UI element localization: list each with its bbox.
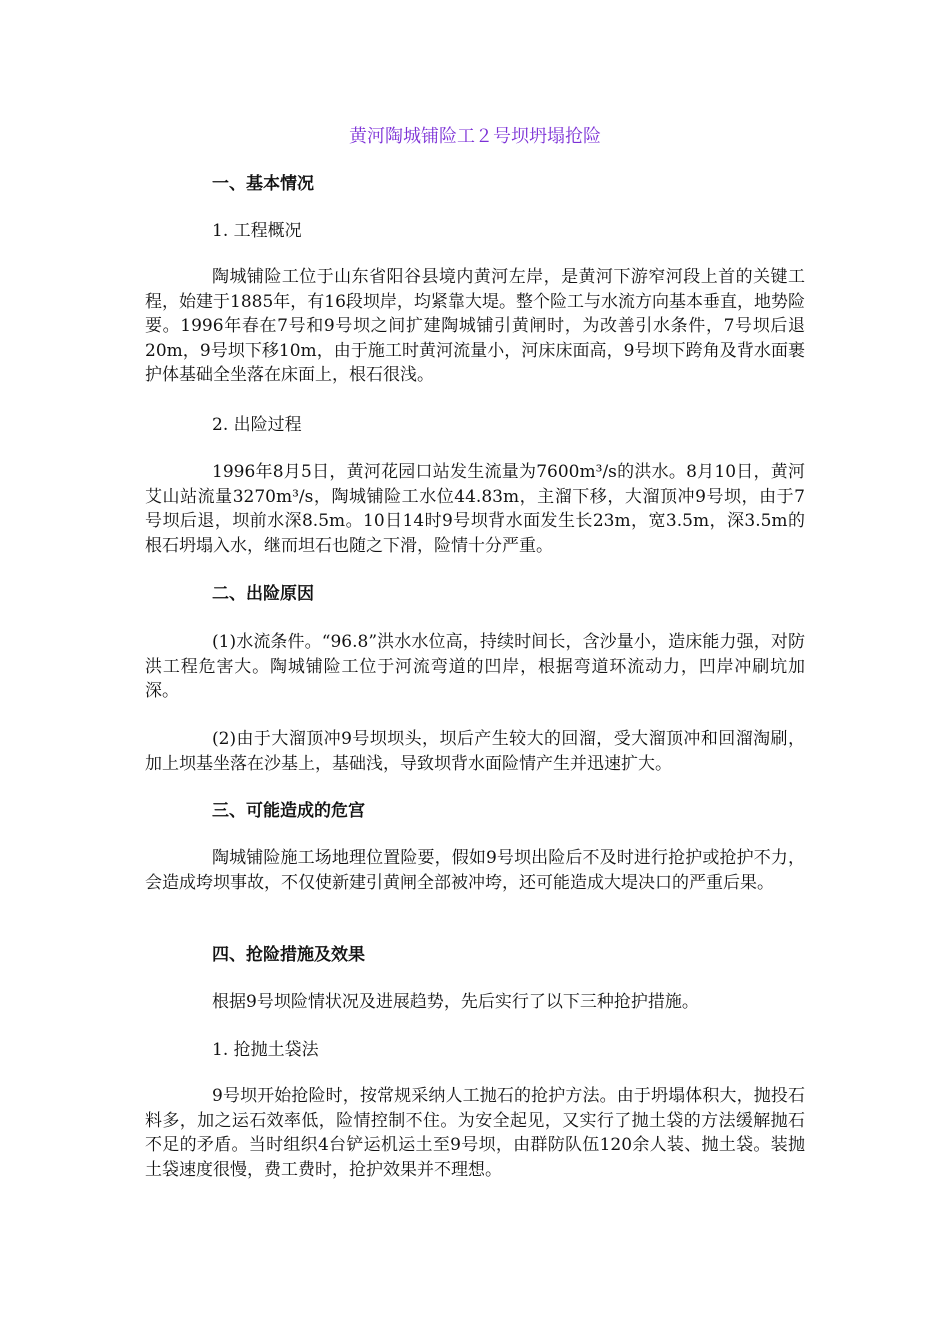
section-2-heading: 二、出险原因 [212,584,314,604]
section-4-paragraph-1: 根据9号坝险情状况及进展趋势，先后实行了以下三种抢护措施。 [212,992,699,1012]
section-1-subheading-1: 1. 工程概况 [212,221,302,241]
section-4-heading: 四、抢险措施及效果 [212,945,365,965]
section-1-paragraph-1: 陶城铺险工位于山东省阳谷县境内黄河左岸，是黄河下游窄河段上首的关键工程，始建于1885年，有16段坝岸，均紧靠大堤。整个险工与水流方向基本垂直，地势险要。1996年春在7号和9号坝之间扩建陶城铺引黄闸时，为改善引水条件，7号坝后退20m，9号坝下移10m，由于施工时黄河流量小，河床床面高，9号坝下跨角及背水面裹护体基础全坐落在床面上，根石很浅。 [145,267,805,386]
section-3-paragraph-1: 陶城铺险施工场地理位置险要，假如9号坝出险后不及时进行抢护或抢护不力，会造成垮坝事故，不仅使新建引黄闸全部被冲垮，还可能造成大堤决口的严重后果。 [145,848,805,893]
section-1-heading: 一、基本情况 [212,174,314,194]
section-3-heading: 三、可能造成的危宫 [212,801,365,821]
section-1-paragraph-2: 1996年8月5日，黄河花园口站发生流量为7600m³/s的洪水。8月10日，黄河艾山站流量3270m³/s，陶城铺险工水位44.83m，主溜下移，大溜顶冲9号坝，由于7号坝后退，坝前水深8.5m。10日14时9号坝背水面发生长23m，宽3.5m，深3.5m的根石坍塌入水，继而坦石也随之下滑，险情十分严重。 [145,462,805,556]
section-1-subheading-2: 2. 出险过程 [212,415,302,435]
section-4-paragraph-2: 9号坝开始抢险时，按常规采纳人工抛石的抢护方法。由于坍塌体积大，抛投石料多，加之运石效率低，险情控制不住。为安全起见，又实行了抛土袋的方法缓解抛石不足的矛盾。当时组织4台铲运机运土至9号坝，由群防队伍120余人装、抛土袋。装抛土袋速度很慢，费工费时，抢护效果并不理想。 [145,1086,805,1180]
section-2-paragraph-1: (1)水流条件。“96.8”洪水水位高，持续时间长，含沙量小，造床能力强，对防洪工程危害大。陶城铺险工位于河流弯道的凹岸，根据弯道环流动力，凹岸冲刷坑加深。 [145,632,805,702]
section-2-paragraph-2: (2)由于大溜顶冲9号坝坝头，坝后产生较大的回溜，受大溜顶冲和回溜淘刷，加上坝基坐落在沙基上，基础浅，导致坝背水面险情产生并迅速扩大。 [145,729,805,774]
document-title: 黄河陶城铺险工２号坝坍塌抢险 [349,126,601,147]
section-4-subheading-1: 1. 抢抛土袋法 [212,1040,319,1060]
